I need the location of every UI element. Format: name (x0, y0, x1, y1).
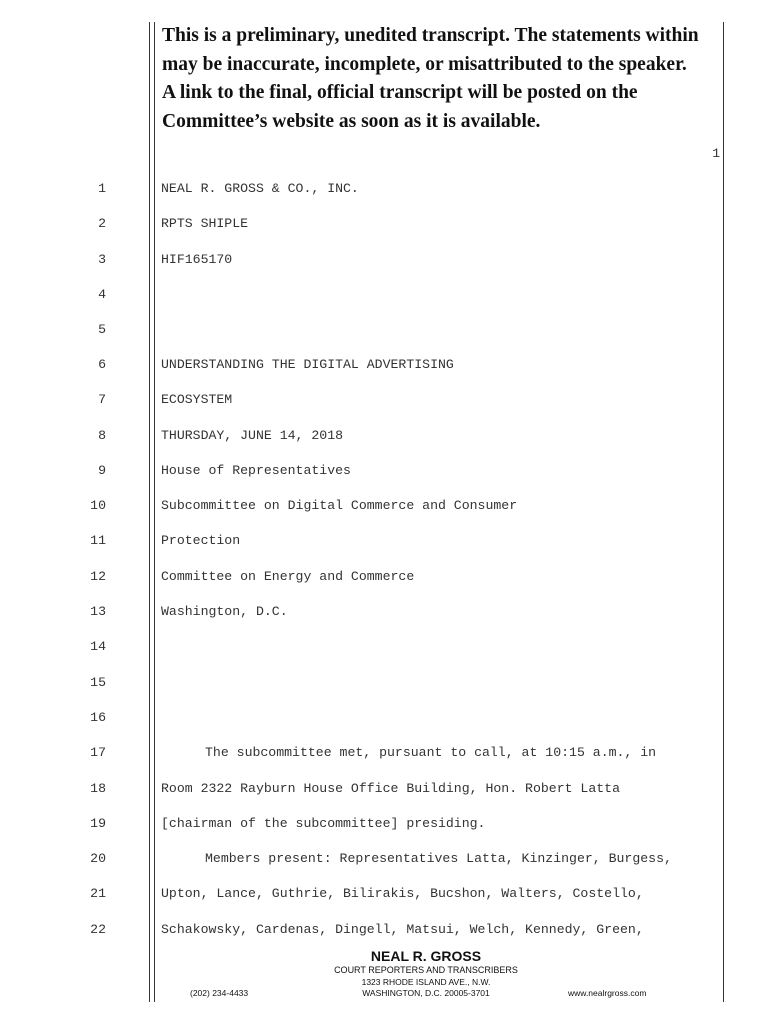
line-number: 21 (90, 886, 106, 901)
transcript-line (0, 392, 770, 412)
line-number: 12 (90, 569, 106, 584)
line-number: 11 (90, 533, 106, 548)
line-text: Protection (161, 533, 241, 548)
notice-line-1: This is a preliminary, unedited transcript. The statements within (162, 25, 699, 46)
line-text: [chairman of the subcommittee] presiding. (161, 816, 486, 831)
line-number: 14 (90, 639, 106, 654)
line-text: House of Representatives (161, 463, 351, 478)
reporter-phone: (202) 234-4433 (190, 988, 249, 998)
line-number: 20 (90, 851, 106, 866)
transcript-line (0, 639, 770, 659)
line-number: 16 (90, 710, 106, 725)
line-number: 6 (98, 357, 106, 372)
line-text: NEAL R. GROSS & CO., INC. (161, 181, 359, 196)
transcript-line (0, 745, 770, 765)
line-text: The subcommittee met, pursuant to call, at 10:15 a.m., in (205, 745, 657, 760)
line-number: 4 (98, 287, 106, 302)
transcript-line (0, 569, 770, 589)
line-number: 1 (98, 181, 106, 196)
transcript-line (0, 181, 770, 201)
transcript-line (0, 216, 770, 236)
line-text: RPTS SHIPLE (161, 216, 249, 231)
transcript-line (0, 816, 770, 836)
line-text: Members present: Representatives Latta, Kinzinger, Burgess, (205, 851, 672, 866)
page-number: 1 (712, 146, 720, 161)
line-number: 3 (98, 252, 106, 267)
line-number: 5 (98, 322, 106, 337)
reporter-name: NEAL R. GROSS (370, 948, 482, 964)
transcript-line (0, 322, 770, 342)
line-number: 9 (98, 463, 106, 478)
line-text: UNDERSTANDING THE DIGITAL ADVERTISING (161, 357, 454, 372)
line-text: Room 2322 Rayburn House Office Building, Hon. Robert Latta (161, 781, 620, 796)
reporter-address: 1323 RHODE ISLAND AVE., N.W. (361, 977, 491, 987)
transcript-line (0, 287, 770, 307)
transcript-line (0, 252, 770, 272)
reporter-city: WASHINGTON, D.C. 20005-3701 (362, 988, 490, 998)
transcript-line (0, 498, 770, 518)
preliminary-transcript-notice (162, 22, 722, 136)
line-number: 17 (90, 745, 106, 760)
transcript-line (0, 533, 770, 553)
line-text: Upton, Lance, Guthrie, Bilirakis, Bucshon, Walters, Costello, (161, 886, 644, 901)
transcript-line (0, 463, 770, 483)
transcript-line (0, 710, 770, 730)
line-text: Subcommittee on Digital Commerce and Consumer (161, 498, 518, 513)
line-number: 10 (90, 498, 106, 513)
line-text: THURSDAY, JUNE 14, 2018 (161, 428, 344, 443)
line-text: Committee on Energy and Commerce (161, 569, 415, 584)
line-number: 2 (98, 216, 106, 231)
notice-line-2: may be inaccurate, incomplete, or misattributed to the speaker. (162, 53, 687, 75)
line-number: 8 (98, 428, 106, 443)
line-text: Washington, D.C. (161, 604, 288, 619)
reporter-website: www.nealrgross.com (568, 988, 647, 998)
transcript-line (0, 357, 770, 377)
line-number: 7 (98, 392, 106, 407)
transcript-line (0, 428, 770, 448)
line-text: Schakowsky, Cardenas, Dingell, Matsui, Welch, Kennedy, Green, (161, 922, 644, 937)
line-number: 18 (90, 781, 106, 796)
transcript-line (0, 781, 770, 801)
reporter-subtitle: COURT REPORTERS AND TRANSCRIBERS (334, 965, 518, 975)
line-text: HIF165170 (161, 252, 233, 267)
transcript-line (0, 604, 770, 624)
transcript-line (0, 675, 770, 695)
transcript-line (0, 886, 770, 906)
line-number: 13 (90, 604, 106, 619)
line-text: ECOSYSTEM (161, 392, 233, 407)
line-number: 15 (90, 675, 106, 690)
line-number: 19 (90, 816, 106, 831)
line-number: 22 (90, 922, 106, 937)
notice-line-3: A link to the final, official transcript will be posted on the (162, 82, 638, 103)
transcript-line (0, 851, 770, 871)
transcript-line (0, 922, 770, 942)
notice-line-4: Committee’s website as soon as it is available. (162, 110, 541, 132)
